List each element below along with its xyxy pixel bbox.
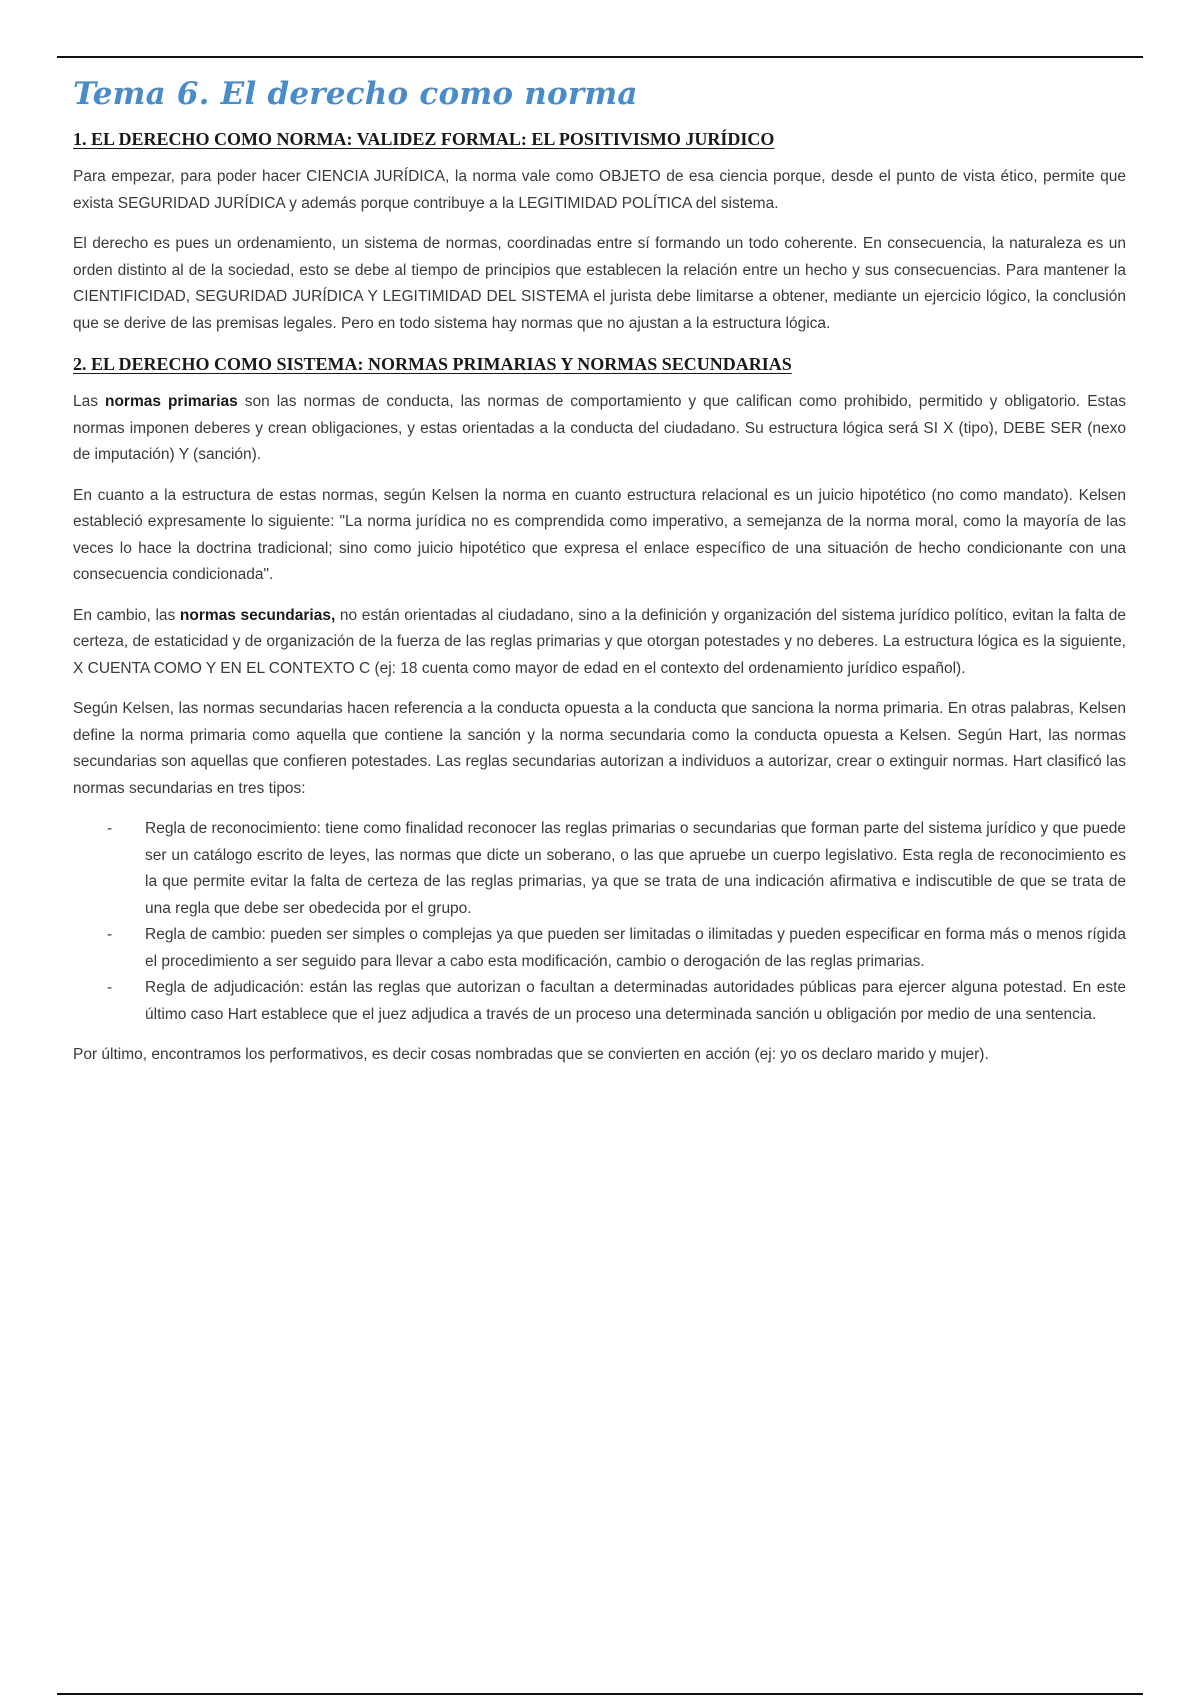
bottom-rule xyxy=(57,1693,1143,1695)
list-item-regla-reconocimiento xyxy=(73,816,1126,922)
section-2-heading: 2. EL DERECHO COMO SISTEMA: NORMAS PRIMARIAS Y NORMAS SECUNDARIAS xyxy=(73,354,792,374)
top-rule xyxy=(57,56,1143,58)
document-body xyxy=(73,72,1126,1083)
list-dash: - xyxy=(107,979,113,996)
paragraph-text: son las normas de conducta, las normas de comportamiento y que califican como prohibido, permitido y obligatorio. Estas normas imponen deberes y crean obligaciones, y estas orientadas a la conducta del ciudadano. Su estructura lógica será SI X (tipo), DEBE SER (nexo de imputación) Y (sanción). xyxy=(73,393,1126,463)
section-2-paragraph-2: En cuanto a la estructura de estas normas, según Kelsen la norma en cuanto estructura relacional es un juicio hipotético (no como mandato). Kelsen estableció expresamente lo siguiente: "La norma jurídica no es comprendida como imperativo, a semejanza de la norma moral, como la mayoría de las veces lo hace la doctrina tradicional; sino como juicio hipotético que expresa el enlace específico de una situación de hecho condicionante con una consecuencia condicionada". xyxy=(73,486,1126,583)
list-item-text: Regla de cambio: pueden ser simples o complejas ya que pueden ser limitadas o ilimitadas y pueden especificar en forma más o menos rígida el procedimiento a ser seguido para llevar a cabo esta modificación, cambio o derogación de las reglas primarias. xyxy=(145,926,1126,970)
list-item-text: Regla de reconocimiento: tiene como finalidad reconocer las reglas primarias o secundarias que forman parte del sistema jurídico y que puede ser un catálogo escrito de leyes, las normas que dicte un soberano, o las que apruebe un cuerpo legislativo. Esta regla de reconocimiento es la que permite evitar la falta de certeza de las reglas primarias, ya que se trata de una indicación afirmativa e indiscutible de que se trata de una regla que debe ser obedecida por el grupo. xyxy=(145,820,1126,917)
section-2-paragraph-5: Por último, encontramos los performativos, es decir cosas nombradas que se convierten en acción (ej: yo os declaro marido y mujer). xyxy=(73,1046,989,1063)
list-item-regla-cambio xyxy=(73,922,1126,975)
list-item-regla-adjudicacion xyxy=(73,975,1126,1028)
section-1-paragraph-1: Para empezar, para poder hacer CIENCIA JURÍDICA, la norma vale como OBJETO de esa ciencia porque, desde el punto de vista ético, permite que exista SEGURIDAD JURÍDICA y además porque contribuye a la LEGITIMIDAD POLÍTICA del sistema. xyxy=(73,168,1126,212)
section-1-paragraph-2: El derecho es pues un ordenamiento, un sistema de normas, coordinadas entre sí formando un todo coherente. En consecuencia, la naturaleza es un orden distinto al de la sociedad, esto se debe al tiempo de principios que establecen la relación entre un hecho y sus consecuencias. Para mantener la CIENTIFICIDAD, SEGURIDAD JURÍDICA Y LEGITIMIDAD DEL SISTEMA el jurista debe limitarse a obtener, mediante un ejercicio lógico, la conclusión que se derive de las premisas legales. Pero en todo sistema hay normas que no ajustan a la estructura lógica. xyxy=(73,235,1126,332)
section-2-paragraph-4: Según Kelsen, las normas secundarias hacen referencia a la conducta opuesta a la conducta que sanciona la norma primaria. En otras palabras, Kelsen define la norma primaria como aquella que contiene la sanción y la norma secundaria como la conducta opuesta a Kelsen. Según Hart, las normas secundarias son aquellas que confieren potestades. Las reglas secundarias autorizan a individuos a autorizar, crear o extinguir normas. Hart clasificó las normas secundarias en tres tipos: xyxy=(73,700,1126,797)
paragraph-text: En cambio, las xyxy=(73,606,180,624)
bold-term-normas-secundarias: normas secundarias, xyxy=(179,606,336,624)
list-dash: - xyxy=(107,820,113,837)
secondary-rules-list xyxy=(73,816,1126,1028)
section-2-paragraph-1 xyxy=(73,389,1126,469)
list-item-text: Regla de adjudicación: están las reglas que autorizan o facultan a determinadas autoridades públicas para ejercer alguna potestad. En este último caso Hart establece que el juez adjudica a través de un proceso una determinada sanción u obligación por medio de una sentencia. xyxy=(145,979,1126,1023)
paragraph-text: no están orientadas al ciudadano, sino a la definición y organización del sistema jurídico político, evitan la falta de certeza, de estaticidad y de organización de la fuerza de las reglas primarias y que otorgan potestades y no deberes. La estructura lógica es la siguiente, X CUENTA COMO Y EN EL CONTEXTO C (ej: 18 cuenta como mayor de edad en el contexto del ordenamiento jurídico español). xyxy=(73,606,1127,677)
section-2-paragraph-3 xyxy=(73,603,1126,683)
paragraph-text: Las xyxy=(73,393,105,410)
list-dash: - xyxy=(107,926,113,943)
page-title: Tema 6. El derecho como norma xyxy=(73,76,638,112)
section-1-heading: 1. EL DERECHO COMO NORMA: VALIDEZ FORMAL: EL POSITIVISMO JURÍDICO xyxy=(73,129,775,149)
bold-term-normas-primarias: normas primarias xyxy=(104,393,238,410)
